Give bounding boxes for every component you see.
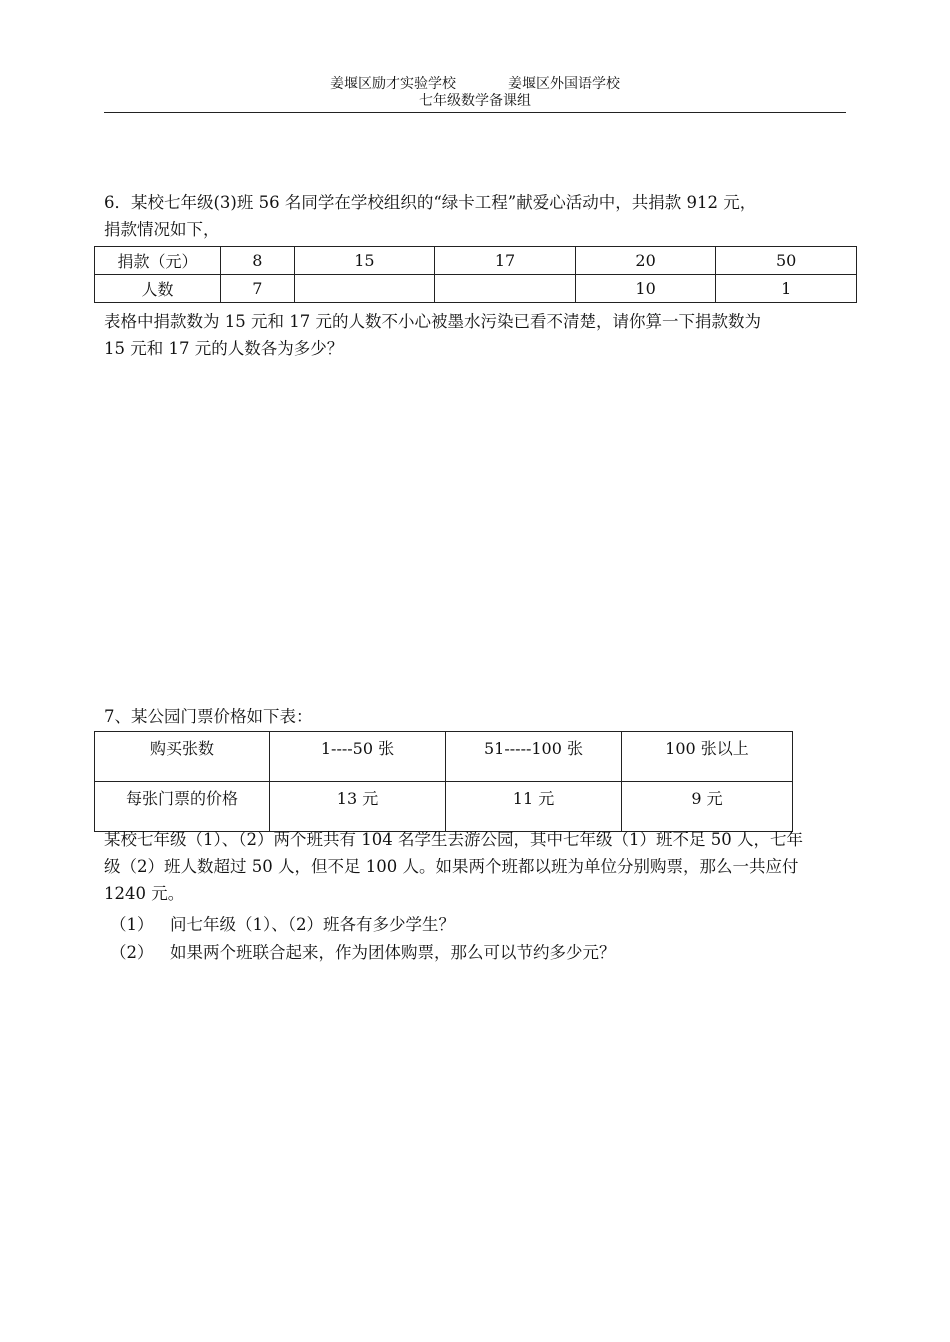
table-cell: 购买张数 — [95, 732, 270, 782]
table-cell — [435, 275, 576, 303]
q6-question-line1: 表格中捐款数为 15 元和 17 元的人数不小心被墨水污染已看不清楚，请你算一下捐款数为 — [104, 312, 761, 331]
ticket-price-table — [94, 731, 793, 832]
table-cell: 捐款（元） — [95, 247, 221, 275]
table-cell: 1 — [716, 275, 857, 303]
table-row — [95, 732, 793, 782]
header-divider — [104, 112, 846, 113]
q6-intro-line1: 6．某校七年级(3)班 56 名同学在学校组织的“绿卡工程”献爱心活动中，共捐款 912 元， — [104, 193, 757, 212]
table-cell: 11 元 — [446, 782, 622, 832]
school-name-b: 姜堰区外国语学校 — [508, 76, 620, 92]
q7-text — [104, 826, 854, 907]
subquestion-text: 如果两个班联合起来，作为团体购票，那么可以节约多少元？ — [170, 943, 616, 962]
q7-subquestion-1 — [110, 911, 455, 938]
table-cell: 人数 — [95, 275, 221, 303]
header-group: 七年级数学备课组 — [419, 93, 531, 109]
q6-intro — [104, 189, 854, 243]
table-cell: 8 — [221, 247, 295, 275]
q7-text-line3: 1240 元。 — [104, 884, 185, 903]
table-cell: 15 — [294, 247, 435, 275]
table-cell: 每张门票的价格 — [95, 782, 270, 832]
header-schools — [104, 76, 846, 93]
subquestion-number: （2） — [110, 943, 154, 962]
q6-intro-line2: 捐款情况如下， — [104, 220, 220, 239]
table-cell: 100 张以上 — [622, 732, 793, 782]
table-cell: 1----50 张 — [270, 732, 446, 782]
table-cell: 9 元 — [622, 782, 793, 832]
table-cell — [294, 275, 435, 303]
table-row — [95, 782, 793, 832]
q7-intro: 7、某公园门票价格如下表： — [104, 707, 313, 726]
table-cell: 17 — [435, 247, 576, 275]
subquestion-number: （1） — [110, 915, 154, 934]
page-header — [104, 76, 846, 110]
table-cell: 10 — [575, 275, 716, 303]
q7-text-line1: 某校七年级（1）、（2）两个班共有 104 名学生去游公园，其中七年级（1）班不足 50 人，七年 — [104, 830, 803, 849]
table-cell: 51-----100 张 — [446, 732, 622, 782]
donation-table — [94, 246, 857, 303]
q7-subquestion-2 — [110, 939, 616, 966]
q6-question — [104, 308, 854, 362]
subquestion-text: 问七年级（1）、（2）班各有多少学生？ — [170, 915, 455, 934]
school-name-a: 姜堰区励才实验学校 — [330, 76, 456, 92]
table-row — [95, 275, 857, 303]
table-cell: 13 元 — [270, 782, 446, 832]
table-row — [95, 247, 857, 275]
table-cell: 20 — [575, 247, 716, 275]
table-cell: 50 — [716, 247, 857, 275]
table-cell: 7 — [221, 275, 295, 303]
q7-text-line2: 级（2）班人数超过 50 人，但不足 100 人。如果两个班都以班为单位分别购票，那么一共应付 — [104, 857, 799, 876]
q6-question-line2: 15 元和 17 元的人数各为多少？ — [104, 339, 344, 358]
